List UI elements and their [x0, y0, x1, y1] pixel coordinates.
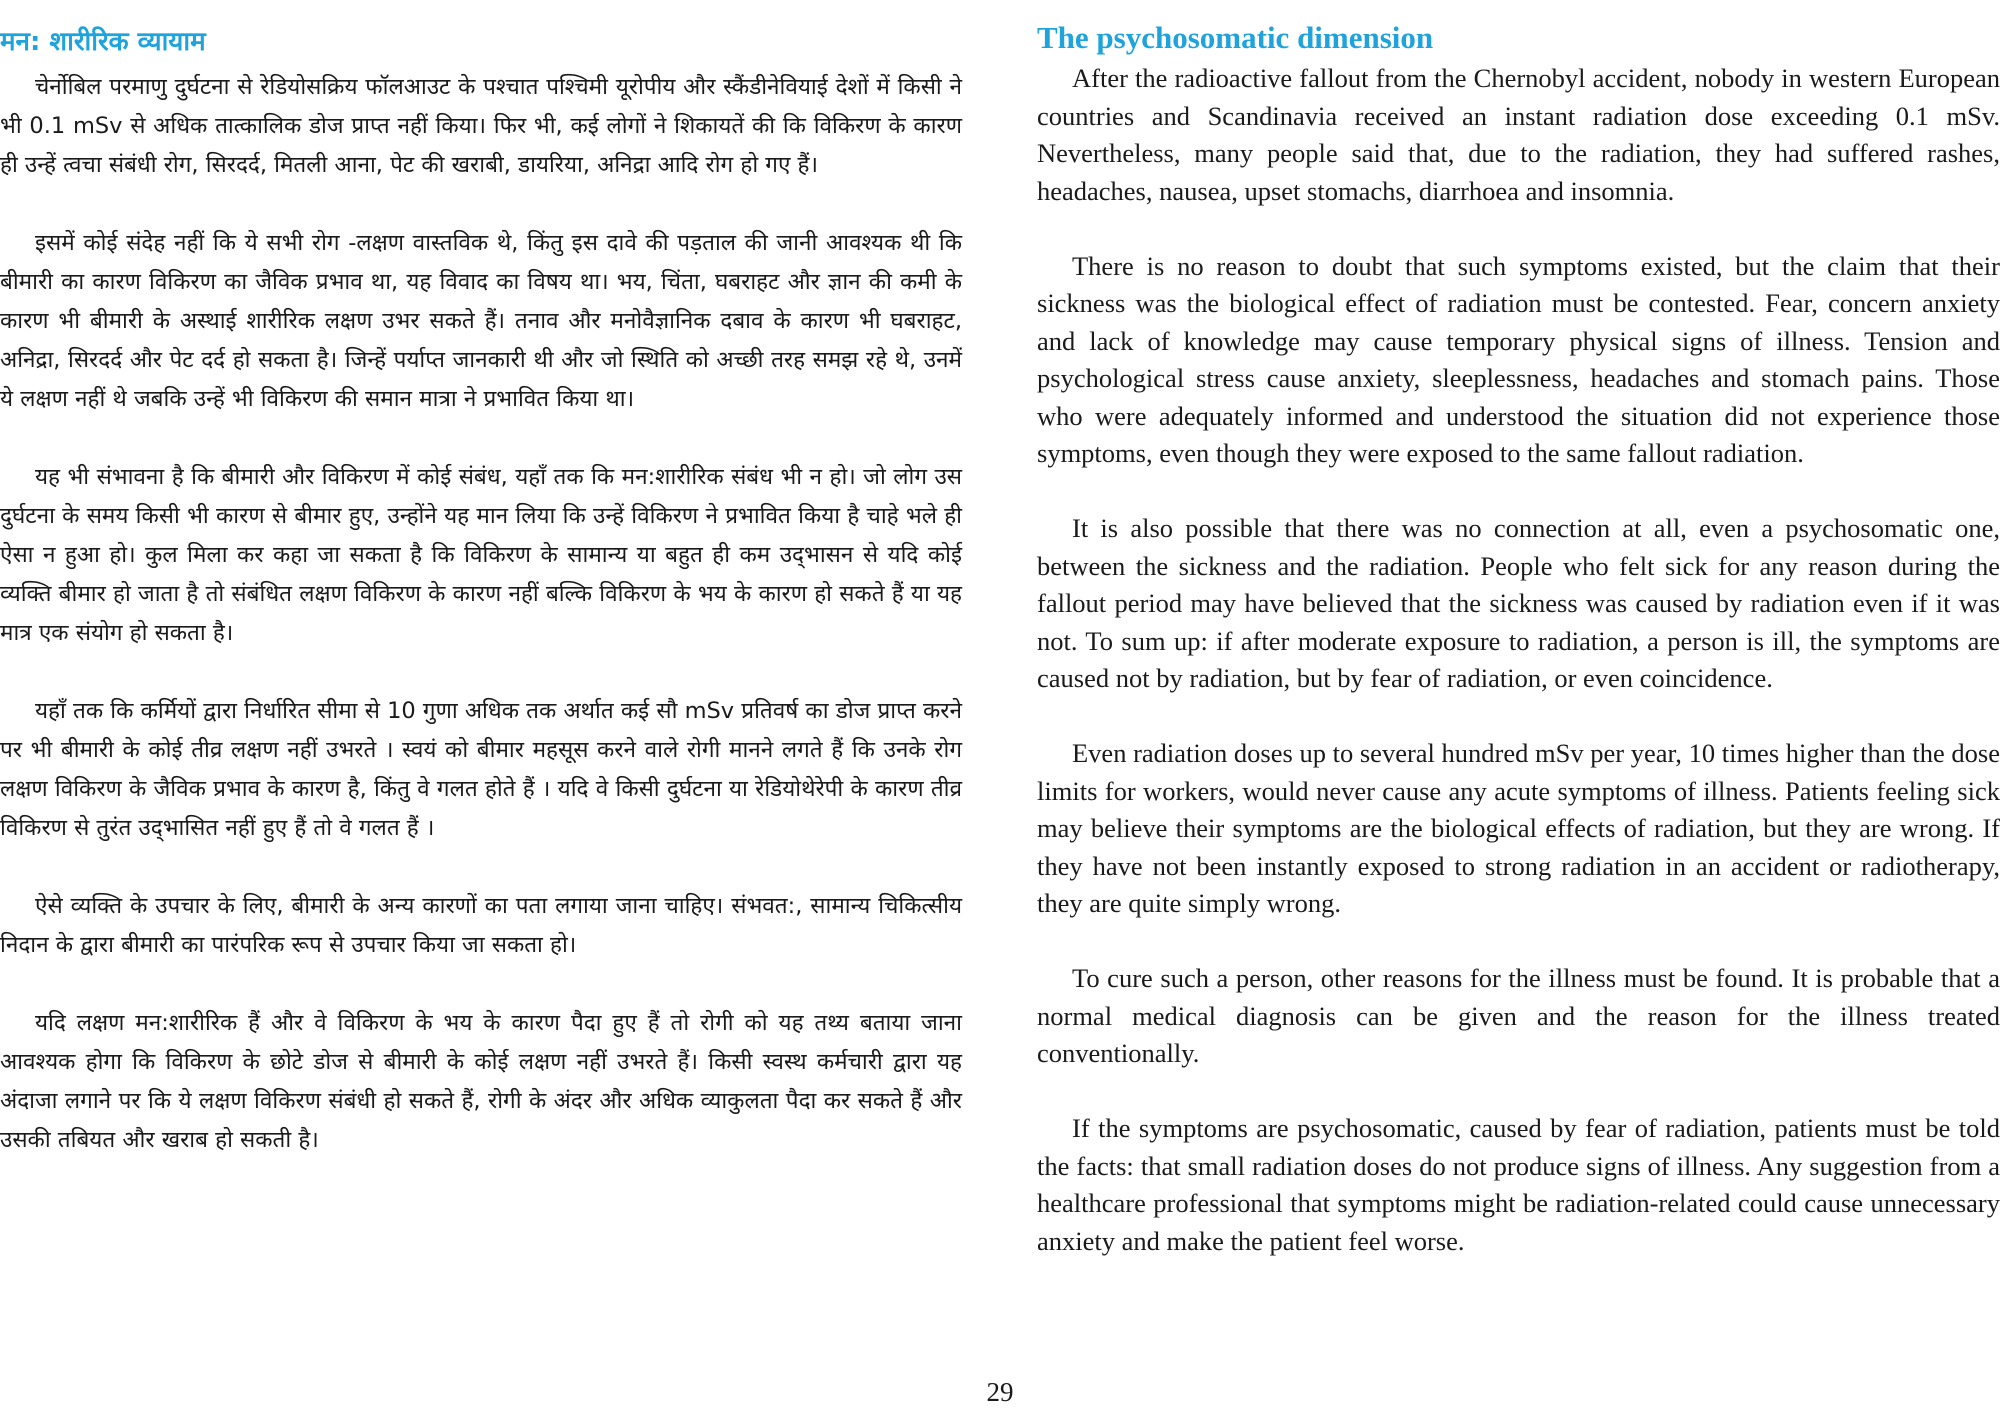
hindi-paragraph-2: इसमें कोई संदेह नहीं कि ये सभी रोग -लक्षण वास्तविक थे, किंतु इस दावे की पड़ताल की जानी आवश्यक थी कि बीमारी का कारण विकिरण का जैविक प्रभाव था, यह विवाद का विषय था। भय, चिंता, घबराहट और ज्ञान की कमी के कारण भी बीमारी के अस्थाई शारीरिक लक्षण उभर सकते हैं। तनाव और मनोवैज्ञानिक दबाव के कारण भी घबराहट, अनिद्रा, सिरदर्द और पेट दर्द हो सकता है। जिन्हें पर्याप्त जानकारी थी और जो स्थिति को अच्छी तरह समझ रहे थे, उनमें ये लक्षण नहीं थे जबकि उन्हें भी विकिरण की समान मात्रा ने प्रभावित किया था।: [0, 230, 962, 412]
english-paragraph-4: Even radiation doses up to several hundred mSv per year, 10 times higher than the dose limits for workers, would never cause any acute symptoms of illness. Patients feeling sick may believe their symptoms are the biological effects of radiation, but they are wrong. If they have not been instantly exposed to strong radiation in an accident or radiotherapy, they are quite simply wrong.: [1037, 738, 2000, 918]
hindi-paragraph-4: यहाँ तक कि कर्मियों द्वारा निर्धारित सीमा से 10 गुणा अधिक तक अर्थात कई सौ mSv प्रतिवर्ष का डोज प्राप्त करने पर भी बीमारी के कोई तीव्र लक्षण नहीं उभरते । स्वयं को बीमार महसूस करने वाले रोगी मानने लगते हैं कि उनके रोग लक्षण विकिरण के जैविक प्रभाव के कारण है, किंतु वे गलत होते हैं । यदि वे किसी दुर्घटना या रेडियोथेरेपी के कारण तीव्र विकिरण से तुरंत उद्‌भासित नहीं हुए हैं तो वे गलत हैं ।: [0, 698, 962, 841]
english-paragraph-2: There is no reason to doubt that such symptoms existed, but the claim that their sickness was the biological effect of radiation must be contested. Fear, concern anxiety and lack of knowledge may cause temporary physical signs of illness. Tension and psychological stress cause anxiety, sleeplessness, headaches and stomach pains. Those who were adequately informed and understood the situation did not experience those symptoms, even though they were exposed to the same fallout radiation.: [1037, 250, 2000, 468]
hindi-column: [0, 18, 962, 1160]
hindi-heading: मन: शारीरिक व्यायाम: [0, 27, 206, 57]
hindi-paragraph-5: ऐसे व्यक्ति के उपचार के लिए, बीमारी के अन्य कारणों का पता लगाया जाना चाहिए। संभवत:, सामान्य चिकित्सीय निदान के द्वारा बीमारी का पारंपरिक रूप से उपचार किया जा सकता हो।: [0, 893, 962, 958]
english-paragraph-3: It is also possible that there was no connection at all, even a psychosomatic one, between the sickness and the radiation. People who felt sick for any reason during the fallout period may have believed that the sickness was caused by radiation even if it was not. To sum up: if after moderate exposure to radiation, a person is ill, the symptoms are caused not by radiation, but by fear of radiation, or even coincidence.: [1037, 513, 2000, 693]
english-heading: The psychosomatic dimension: [1037, 20, 1434, 55]
english-paragraph-1: After the radioactive fallout from the Chernobyl accident, nobody in western European countries and Scandinavia received an instant radiation dose exceeding 0.1 mSv. Nevertheless, many people said that, due to the radiation, they had suffered rashes, headaches, nausea, upset stomachs, diarrhoea and insomnia.: [1037, 63, 2000, 206]
english-paragraph-5: To cure such a person, other reasons for the illness must be found. It is probable that a normal medical diagnosis can be given and the reason for the illness treated conventionally.: [1037, 963, 2000, 1068]
hindi-paragraph-1: चेर्नोबिल परमाणु दुर्घटना से रेडियोसक्रिय फॉलआउट के पश्चात पश्चिमी यूरोपीय और स्कैंडीनेवियाई देशों में किसी ने भी 0.1 mSv से अधिक तात्कालिक डोज प्राप्त नहीं किया। फिर भी, कई लोगों ने शिकायतें की कि विकिरण के कारण ही उन्हें त्वचा संबंधी रोग, सिरदर्द, मितली आना, पेट की खराबी, डायरिया, अनिद्रा आदि रोग हो गए हैं।: [0, 74, 962, 178]
hindi-paragraph-3: यह भी संभावना है कि बीमारी और विकिरण में कोई संबंध, यहाँ तक कि मन:शारीरिक संबंध भी न हो। जो लोग उस दुर्घटना के समय किसी भी कारण से बीमार हुए, उन्होंने यह मान लिया कि उन्हें विकिरण ने प्रभावित किया है चाहे भले ही ऐसा न हुआ हो। कुल मिला कर कहा जा सकता है कि विकिरण के सामान्य या बहुत ही कम उद्‌भासन से यदि कोई व्यक्ति बीमार हो जाता है तो संबंधित लक्षण विकिरण के कारण नहीं बल्कि विकिरण के भय के कारण हो सकते हैं या यह मात्र एक संयोग हो सकता है।: [0, 464, 962, 646]
page-number: 29: [986, 1377, 1014, 1407]
english-paragraph-6: If the symptoms are psychosomatic, caused by fear of radiation, patients must be told the facts: that small radiation doses do not produce signs of illness. Any suggestion from a healthcare professional that symptoms might be radiation-related could cause unnecessary anxiety and make the patient feel worse.: [1037, 1113, 2000, 1256]
english-column: [1037, 18, 2000, 1260]
hindi-paragraph-6: यदि लक्षण मन:शारीरिक हैं और वे विकिरण के भय के कारण पैदा हुए हैं तो रोगी को यह तथ्य बताया जाना आवश्यक होगा कि विकिरण के छोटे डोज से बीमारी के कोई लक्षण नहीं उभरते हैं। किसी स्वस्थ कर्मचारी द्वारा यह अंदाजा लगाने पर कि ये लक्षण विकिरण संबंधी हो सकते हैं, रोगी के अंदर और अधिक व्याकुलता पैदा कर सकते हैं और उसकी तबियत और खराब हो सकती है।: [0, 1010, 962, 1153]
